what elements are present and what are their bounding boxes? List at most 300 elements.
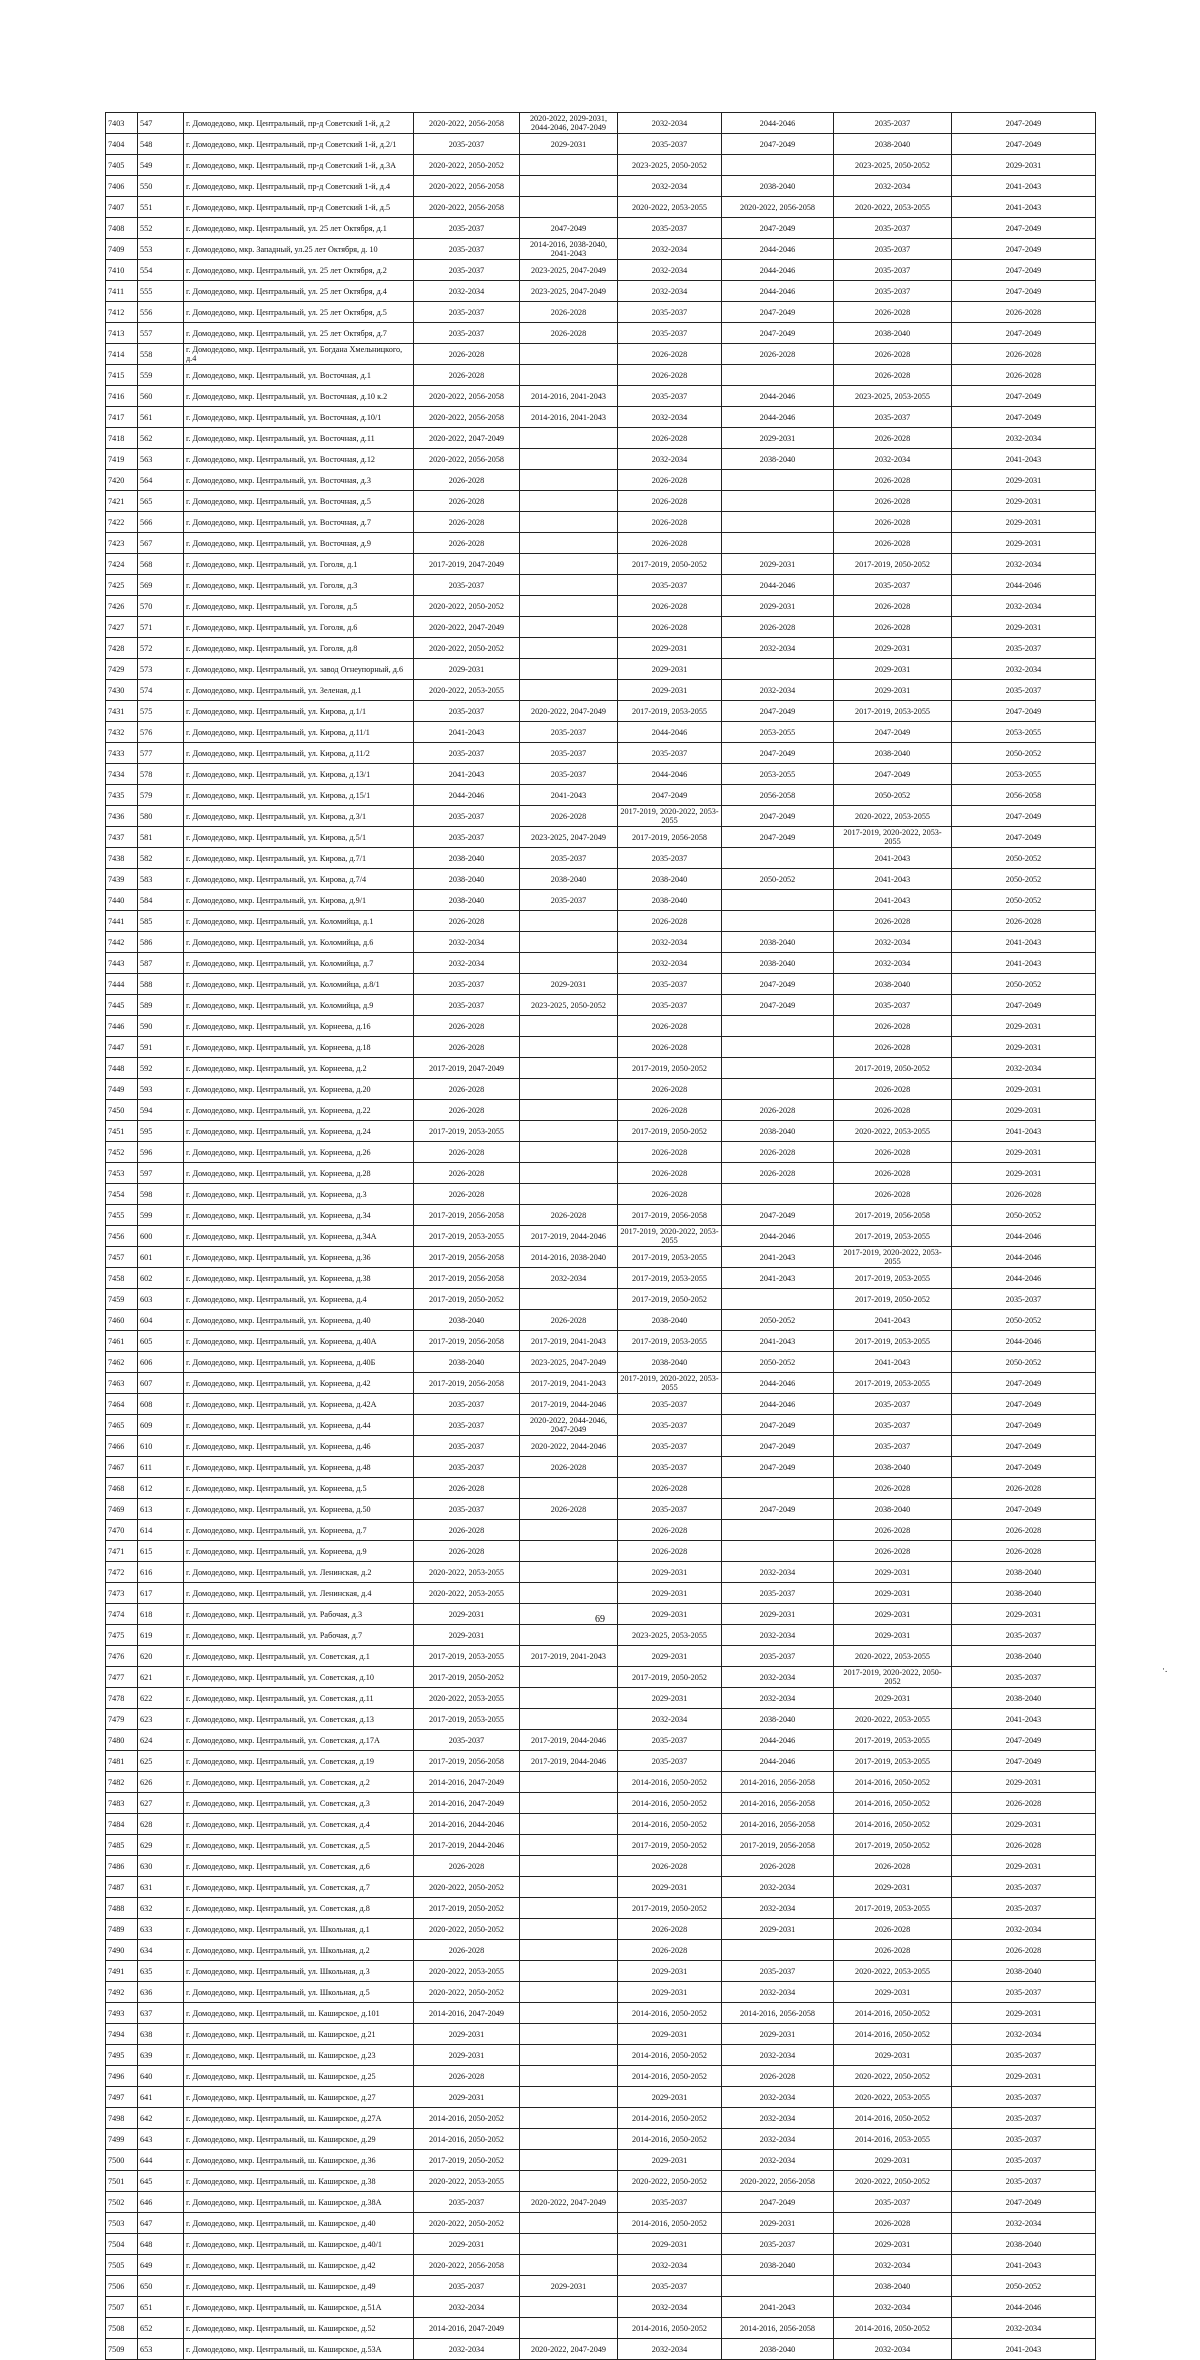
table-cell: г. Домодедово, мкр. Центральный, ул. Советская, д.10 [184, 1667, 414, 1688]
table-cell: 7477 [106, 1667, 138, 1688]
table-cell: 2017-2019, 2020-2022, 2053-2055 [618, 1226, 722, 1247]
table-cell: 7490 [106, 1940, 138, 1961]
schedule-table-body [106, 113, 1096, 2360]
table-cell: 2029-2031 [834, 1982, 952, 2003]
table-cell: 2026-2028 [834, 1919, 952, 1940]
table-cell: 2035-2037 [952, 2129, 1096, 2150]
table-cell: 599 [138, 1205, 184, 1226]
table-cell: 2026-2028 [618, 344, 722, 365]
table-cell: 2026-2028 [834, 302, 952, 323]
table-cell: г. Домодедово, мкр. Центральный, пр-д Советский 1-й, д.5 [184, 197, 414, 218]
table-cell: 2017-2019, 2050-2052 [618, 1058, 722, 1079]
table-cell: г. Домодедово, мкр. Центральный, ул. Школьная, д.3 [184, 1961, 414, 1982]
table-cell: 7465 [106, 1415, 138, 1436]
table-cell: г. Домодедово, мкр. Центральный, ул. Корнеева, д.28 [184, 1163, 414, 1184]
table-cell: 2029-2031 [952, 1814, 1096, 1835]
table-cell [520, 596, 618, 617]
table-cell: 2017-2019, 2050-2052 [414, 1667, 520, 1688]
table-cell: 2029-2031 [618, 1877, 722, 1898]
table-cell: 2035-2037 [952, 1625, 1096, 1646]
table-row [106, 1415, 1096, 1436]
table-cell: 2032-2034 [952, 554, 1096, 575]
table-cell [520, 1856, 618, 1877]
table-cell: 2014-2016, 2050-2052 [618, 2003, 722, 2024]
table-cell: 2020-2022, 2050-2052 [414, 2213, 520, 2234]
table-row [106, 1247, 1096, 1268]
table-cell: 2038-2040 [834, 743, 952, 764]
table-cell: 2026-2028 [722, 1856, 834, 1877]
table-cell: 7470 [106, 1520, 138, 1541]
table-cell: 2020-2022, 2053-2055 [618, 197, 722, 218]
table-cell: 7491 [106, 1961, 138, 1982]
table-row [106, 1079, 1096, 1100]
table-cell: 2017-2019, 2053-2055 [414, 1121, 520, 1142]
table-cell: 2035-2037 [618, 323, 722, 344]
table-cell [520, 1625, 618, 1646]
table-cell: 2047-2049 [834, 764, 952, 785]
table-cell: 2035-2037 [414, 260, 520, 281]
table-cell [520, 1835, 618, 1856]
table-cell: 607 [138, 1373, 184, 1394]
table-cell: 2035-2037 [414, 1394, 520, 1415]
table-row [106, 680, 1096, 701]
table-cell: 2017-2019, 2056-2058 [618, 827, 722, 848]
table-row [106, 827, 1096, 848]
table-cell: 563 [138, 449, 184, 470]
table-cell: 7424 [106, 554, 138, 575]
table-cell: 2026-2028 [952, 1520, 1096, 1541]
table-cell: 2044-2046 [618, 764, 722, 785]
table-cell [520, 1709, 618, 1730]
table-cell: 2029-2031 [520, 974, 618, 995]
table-cell: г. Домодедово, мкр. Центральный, ул. Корнеева, д.40Б [184, 1352, 414, 1373]
table-cell: 631 [138, 1877, 184, 1898]
table-row [106, 1730, 1096, 1751]
table-cell: г. Домодедово, мкр. Центральный, ул. Корнеева, д.50 [184, 1499, 414, 1520]
table-cell: 2020-2022, 2047-2049 [414, 428, 520, 449]
table-cell: 2035-2037 [952, 2150, 1096, 2171]
table-cell: 2023-2025, 2047-2049 [520, 260, 618, 281]
table-cell: 2026-2028 [618, 512, 722, 533]
table-cell: 2020-2022, 2053-2055 [834, 197, 952, 218]
table-cell: 2014-2016, 2050-2052 [618, 1814, 722, 1835]
table-cell: 2038-2040 [952, 1688, 1096, 1709]
table-cell: 2029-2031 [722, 1604, 834, 1625]
table-cell: 2026-2028 [952, 302, 1096, 323]
table-cell: 7466 [106, 1436, 138, 1457]
table-cell: 2047-2049 [952, 386, 1096, 407]
table-row [106, 1457, 1096, 1478]
table-cell: 2032-2034 [952, 1919, 1096, 1940]
table-cell: 2035-2037 [618, 995, 722, 1016]
table-cell: 646 [138, 2192, 184, 2213]
table-cell: 2017-2019, 2053-2055 [834, 1751, 952, 1772]
table-cell: г. Домодедово, мкр. Центральный, ул. 25 лет Октября, д.7 [184, 323, 414, 344]
table-cell: 2044-2046 [722, 281, 834, 302]
table-row [106, 2045, 1096, 2066]
table-cell: 598 [138, 1184, 184, 1205]
table-cell: 2014-2016, 2050-2052 [618, 1793, 722, 1814]
table-cell: 568 [138, 554, 184, 575]
table-cell: г. Домодедово, мкр. Центральный, пр-д Советский 1-й, д.3А [184, 155, 414, 176]
table-cell: 7442 [106, 932, 138, 953]
table-cell: 2020-2022, 2050-2052 [414, 1877, 520, 1898]
table-row [106, 890, 1096, 911]
table-cell: 2035-2037 [952, 1877, 1096, 1898]
table-cell: г. Домодедово, мкр. Центральный, ул. Корнеева, д.38 [184, 1268, 414, 1289]
table-cell: 560 [138, 386, 184, 407]
table-row [106, 764, 1096, 785]
table-row [106, 302, 1096, 323]
table-cell: г. Домодедово, мкр. Центральный, ул. Корнеева, д.40А [184, 1331, 414, 1352]
table-row [106, 1184, 1096, 1205]
table-cell: г. Домодедово, мкр. Центральный, ул. Коломийца, д.6 [184, 932, 414, 953]
table-cell: 2017-2019, 2053-2055 [618, 1247, 722, 1268]
table-cell: 2047-2049 [952, 323, 1096, 344]
table-cell: 2044-2046 [722, 239, 834, 260]
table-cell: 2035-2037 [520, 890, 618, 911]
table-cell: 2017-2019, 2047-2049 [414, 554, 520, 575]
table-cell: 583 [138, 869, 184, 890]
table-cell [722, 1037, 834, 1058]
table-cell: 2029-2031 [834, 1877, 952, 1898]
table-cell: 618 [138, 1604, 184, 1625]
table-cell: 2014-2016, 2050-2052 [834, 1772, 952, 1793]
table-cell: 2032-2034 [414, 281, 520, 302]
table-cell: 2029-2031 [952, 1100, 1096, 1121]
table-cell: 2032-2034 [618, 407, 722, 428]
table-cell: 2044-2046 [618, 722, 722, 743]
table-cell [520, 932, 618, 953]
table-cell: г. Домодедово, мкр. Центральный, ш. Каширское, д.101 [184, 2003, 414, 2024]
table-cell: 2026-2028 [834, 491, 952, 512]
table-cell: 2050-2052 [952, 848, 1096, 869]
table-row [106, 491, 1096, 512]
table-cell: 2044-2046 [952, 1247, 1096, 1268]
table-cell: 2026-2028 [414, 1520, 520, 1541]
table-cell: 2035-2037 [414, 1457, 520, 1478]
table-cell [520, 1520, 618, 1541]
table-row [106, 2297, 1096, 2318]
table-cell [520, 1037, 618, 1058]
table-cell: 2035-2037 [952, 2045, 1096, 2066]
table-row [106, 1856, 1096, 1877]
table-cell: 2029-2031 [952, 1772, 1096, 1793]
table-cell: 2017-2019, 2056-2058 [414, 1751, 520, 1772]
table-cell: 2029-2031 [414, 2087, 520, 2108]
table-row [106, 596, 1096, 617]
table-cell: 2032-2034 [722, 1982, 834, 2003]
table-cell: 2017-2019, 2020-2022, 2050-2052 [834, 1667, 952, 1688]
table-cell: 2029-2031 [618, 1961, 722, 1982]
table-cell [520, 1919, 618, 1940]
table-cell: 2026-2028 [834, 512, 952, 533]
table-cell: г. Домодедово, мкр. Центральный, ул. Корнеева, д.9 [184, 1541, 414, 1562]
table-cell: 2041-2043 [952, 176, 1096, 197]
table-cell: 2023-2025, 2050-2052 [520, 995, 618, 1016]
table-cell: 2047-2049 [722, 1457, 834, 1478]
table-cell: 2029-2031 [952, 470, 1096, 491]
table-cell [520, 1877, 618, 1898]
table-cell [520, 1541, 618, 1562]
table-cell: 7422 [106, 512, 138, 533]
table-row [106, 806, 1096, 827]
table-cell: г. Домодедово, мкр. Центральный, ул. Корнеева, д.16 [184, 1016, 414, 1037]
table-cell: 2050-2052 [834, 785, 952, 806]
table-row [106, 2171, 1096, 2192]
table-cell: 7468 [106, 1478, 138, 1499]
table-row [106, 974, 1096, 995]
table-cell: 589 [138, 995, 184, 1016]
table-cell: 2029-2031 [952, 1037, 1096, 1058]
table-row [106, 1121, 1096, 1142]
table-cell: 632 [138, 1898, 184, 1919]
table-cell: 549 [138, 155, 184, 176]
table-cell [520, 1667, 618, 1688]
table-cell: 653 [138, 2339, 184, 2360]
table-cell: 2038-2040 [834, 1457, 952, 1478]
table-cell: 2023-2025, 2050-2052 [618, 155, 722, 176]
table-cell: 649 [138, 2255, 184, 2276]
table-cell: 2014-2016, 2041-2043 [520, 407, 618, 428]
table-cell: 2035-2037 [414, 743, 520, 764]
table-cell: 7416 [106, 386, 138, 407]
table-cell: 2032-2034 [952, 1058, 1096, 1079]
table-cell: 2017-2019, 2041-2043 [520, 1373, 618, 1394]
table-cell: 2044-2046 [722, 407, 834, 428]
table-cell: г. Домодедово, мкр. Центральный, ул. Кирова, д.11/2 [184, 743, 414, 764]
table-cell: 2041-2043 [722, 2297, 834, 2318]
table-cell: 2029-2031 [952, 2066, 1096, 2087]
table-row [106, 701, 1096, 722]
table-cell: 2026-2028 [618, 365, 722, 386]
table-cell: 2026-2028 [414, 1037, 520, 1058]
table-cell: г. Домодедово, мкр. Центральный, ул. Кирова, д.9/1 [184, 890, 414, 911]
table-cell: 2044-2046 [414, 785, 520, 806]
table-cell: 2035-2037 [618, 2192, 722, 2213]
table-cell [520, 911, 618, 932]
table-cell: 2035-2037 [414, 1730, 520, 1751]
table-cell: 2032-2034 [834, 2339, 952, 2360]
table-cell: 2053-2055 [722, 764, 834, 785]
table-cell: 7449 [106, 1079, 138, 1100]
table-cell: 2014-2016, 2047-2049 [414, 1772, 520, 1793]
table-cell: 2038-2040 [618, 1352, 722, 1373]
table-cell: 2044-2046 [952, 1268, 1096, 1289]
table-cell: 2026-2028 [722, 1142, 834, 1163]
table-cell: 2035-2037 [722, 1646, 834, 1667]
table-cell: 7469 [106, 1499, 138, 1520]
table-row [106, 1520, 1096, 1541]
table-cell: 645 [138, 2171, 184, 2192]
table-cell: г. Домодедово, мкр. Центральный, ш. Каширское, д.42 [184, 2255, 414, 2276]
table-cell: 2035-2037 [618, 218, 722, 239]
table-row [106, 1436, 1096, 1457]
table-cell [520, 1982, 618, 2003]
table-row [106, 1373, 1096, 1394]
table-cell: 2017-2019, 2041-2043 [520, 1331, 618, 1352]
table-cell: 7462 [106, 1352, 138, 1373]
table-cell: 2017-2019, 2050-2052 [618, 1121, 722, 1142]
table-cell: г. Домодедово, мкр. Центральный, ул. Корнеева, д.48 [184, 1457, 414, 1478]
table-cell: 585 [138, 911, 184, 932]
table-cell: 2029-2031 [414, 1625, 520, 1646]
table-cell: 7433 [106, 743, 138, 764]
table-cell: 2041-2043 [952, 932, 1096, 953]
table-cell: 2050-2052 [952, 890, 1096, 911]
table-cell: 2020-2022, 2053-2055 [414, 2171, 520, 2192]
table-cell [520, 2003, 618, 2024]
table-cell: 2029-2031 [834, 2045, 952, 2066]
table-cell: г. Домодедово, мкр. Центральный, ул. Гоголя, д.5 [184, 596, 414, 617]
table-row [106, 995, 1096, 1016]
table-cell: г. Домодедово, мкр. Центральный, ул. Восточная, д.7 [184, 512, 414, 533]
table-cell: 553 [138, 239, 184, 260]
table-cell [520, 344, 618, 365]
table-cell: 2041-2043 [952, 2339, 1096, 2360]
table-cell: 2044-2046 [722, 1373, 834, 1394]
table-cell: 2047-2049 [952, 1394, 1096, 1415]
table-cell: 619 [138, 1625, 184, 1646]
table-cell: 651 [138, 2297, 184, 2318]
table-cell: 7435 [106, 785, 138, 806]
table-cell: 2029-2031 [952, 533, 1096, 554]
table-cell: 7487 [106, 1877, 138, 1898]
table-cell: 2047-2049 [722, 1415, 834, 1436]
table-row [106, 1058, 1096, 1079]
table-cell: 2026-2028 [618, 1142, 722, 1163]
table-cell: 2020-2022, 2056-2058 [414, 386, 520, 407]
table-cell: 641 [138, 2087, 184, 2108]
table-cell: 590 [138, 1016, 184, 1037]
table-cell: 2047-2049 [952, 1373, 1096, 1394]
table-row [106, 638, 1096, 659]
table-cell [520, 470, 618, 491]
table-cell: 7498 [106, 2108, 138, 2129]
table-cell [520, 1688, 618, 1709]
table-cell: 2026-2028 [834, 1163, 952, 1184]
table-cell: 2035-2037 [520, 848, 618, 869]
table-cell: 2032-2034 [722, 1688, 834, 1709]
table-cell: 633 [138, 1919, 184, 1940]
table-cell: 7454 [106, 1184, 138, 1205]
table-row [106, 1310, 1096, 1331]
table-cell: 566 [138, 512, 184, 533]
table-cell: 578 [138, 764, 184, 785]
table-cell: г. Домодедово, мкр. Центральный, ул. Советская, д.6 [184, 1856, 414, 1877]
table-cell: г. Домодедово, мкр. Центральный, ш. Каширское, д.36 [184, 2150, 414, 2171]
table-cell: 592 [138, 1058, 184, 1079]
table-cell: 2026-2028 [834, 1079, 952, 1100]
table-cell: 7494 [106, 2024, 138, 2045]
table-cell: 2035-2037 [414, 575, 520, 596]
table-cell: 2047-2049 [952, 407, 1096, 428]
table-cell: 2047-2049 [952, 113, 1096, 134]
table-cell: 2020-2022, 2053-2055 [834, 1646, 952, 1667]
table-cell: г. Домодедово, мкр. Центральный, ш. Каширское, д.53А [184, 2339, 414, 2360]
table-row [106, 1478, 1096, 1499]
table-cell: 7458 [106, 1268, 138, 1289]
table-cell: 2014-2016, 2038-2040 [520, 1247, 618, 1268]
table-cell: 2026-2028 [834, 911, 952, 932]
table-cell: 2047-2049 [952, 239, 1096, 260]
table-cell: г. Домодедово, мкр. Центральный, ул. Советская, д.3 [184, 1793, 414, 1814]
table-cell: 2026-2028 [834, 1037, 952, 1058]
table-cell: 2026-2028 [952, 1478, 1096, 1499]
table-cell: г. Домодедово, мкр. Центральный, ул. Восточная, д.1 [184, 365, 414, 386]
table-cell: 2053-2055 [952, 722, 1096, 743]
table-cell: 2038-2040 [414, 848, 520, 869]
table-cell: 2020-2022, 2056-2058 [414, 2255, 520, 2276]
table-cell: 7410 [106, 260, 138, 281]
table-row [106, 176, 1096, 197]
table-row [106, 1835, 1096, 1856]
table-cell: 2026-2028 [834, 1940, 952, 1961]
table-cell: 571 [138, 617, 184, 638]
table-cell [520, 533, 618, 554]
table-cell: г. Домодедово, мкр. Центральный, ул. Восточная, д.3 [184, 470, 414, 491]
table-cell: 2035-2037 [414, 239, 520, 260]
table-cell: 2029-2031 [618, 1688, 722, 1709]
table-cell: 7488 [106, 1898, 138, 1919]
table-cell: 2029-2031 [834, 1583, 952, 1604]
table-cell: 620 [138, 1646, 184, 1667]
table-cell: 2044-2046 [952, 1226, 1096, 1247]
table-cell: 2035-2037 [952, 1289, 1096, 1310]
table-cell: 2026-2028 [618, 470, 722, 491]
table-cell: 2020-2022, 2050-2052 [414, 638, 520, 659]
table-cell: 616 [138, 1562, 184, 1583]
table-row [106, 911, 1096, 932]
table-cell: 2026-2028 [618, 617, 722, 638]
table-cell [722, 512, 834, 533]
table-cell: г. Домодедово, мкр. Центральный, ш. Каширское, д.51А [184, 2297, 414, 2318]
table-cell: 2017-2019, 2053-2055 [414, 1709, 520, 1730]
table-cell: 2050-2052 [952, 743, 1096, 764]
table-cell: 2029-2031 [952, 1163, 1096, 1184]
table-cell: 569 [138, 575, 184, 596]
table-cell: г. Домодедово, мкр. Центральный, ул. Советская, д.11 [184, 1688, 414, 1709]
table-cell: 2044-2046 [722, 113, 834, 134]
table-cell: 2029-2031 [618, 2087, 722, 2108]
table-cell: 2014-2016, 2056-2058 [722, 1772, 834, 1793]
table-cell: 2026-2028 [834, 617, 952, 638]
table-cell: 557 [138, 323, 184, 344]
table-cell: 7436 [106, 806, 138, 827]
table-cell: 2026-2028 [834, 596, 952, 617]
table-cell: 2014-2016, 2050-2052 [834, 1793, 952, 1814]
table-cell: 2014-2016, 2050-2052 [618, 2129, 722, 2150]
table-cell: 2020-2022, 2044-2046 [520, 1436, 618, 1457]
table-cell: 2026-2028 [414, 1016, 520, 1037]
table-cell: 7483 [106, 1793, 138, 1814]
table-cell: 2026-2028 [414, 533, 520, 554]
table-cell: 2032-2034 [722, 1877, 834, 1898]
table-cell: г. Домодедово, мкр. Центральный, ш. Каширское, д.40 [184, 2213, 414, 2234]
table-cell: 2035-2037 [414, 218, 520, 239]
table-cell: г. Домодедово, мкр. Центральный, ш. Каширское, д.25 [184, 2066, 414, 2087]
table-row [106, 2213, 1096, 2234]
table-cell: 2047-2049 [834, 722, 952, 743]
table-cell: 2017-2019, 2050-2052 [834, 1058, 952, 1079]
table-cell: 2014-2016, 2056-2058 [722, 2003, 834, 2024]
table-cell: 2041-2043 [952, 197, 1096, 218]
table-cell: 2014-2016, 2050-2052 [618, 2066, 722, 2087]
table-cell: 2029-2031 [722, 1919, 834, 1940]
table-cell [520, 2024, 618, 2045]
table-cell: 7467 [106, 1457, 138, 1478]
table-cell: 2047-2049 [952, 1730, 1096, 1751]
